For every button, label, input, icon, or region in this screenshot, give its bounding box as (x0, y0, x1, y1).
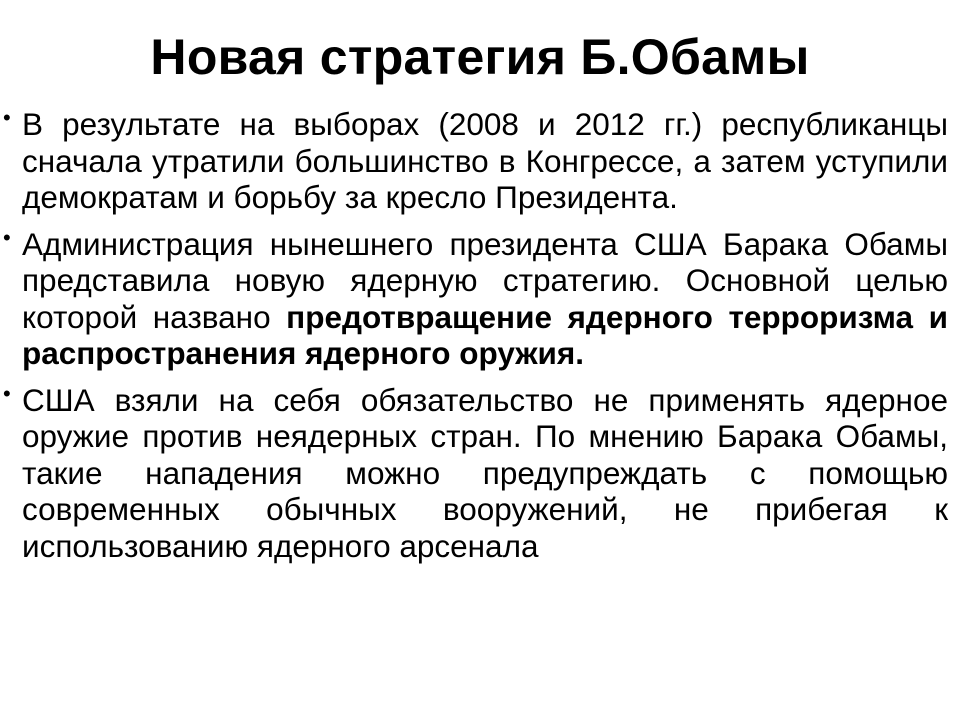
bullet-dot-icon: • (3, 380, 11, 406)
bullet-item-elections (3, 105, 948, 216)
bullet-text: Администрация нынешнего президента США Барака Обамы представила новую ядерную стратегию. Основной целью которой названо (22, 225, 948, 335)
bullet-item-usa-obligation (3, 380, 948, 565)
bullet-item-nuclear-strategy (3, 224, 948, 372)
bullet-dot-icon: • (3, 105, 11, 130)
slide-title: Новая стратегия Б.Обамы (150, 29, 810, 85)
bullet-text-emphasis: предотвращение ядерного терроризма и распространения ядерного оружия. (22, 298, 948, 371)
bullet-text: В результате на выборах (2008 и 2012 гг.) республиканцы сначала утратили большинство в Конгрессе, а затем уступили демократам и борьбу за кресло Президента. (22, 106, 948, 215)
bullet-dot-icon: • (3, 224, 11, 250)
bullet-list (3, 105, 948, 574)
bullet-text: США взяли на себя обязательство не применять ядерное оружие против неядерных стран. По мнению Барака Обамы, такие нападения можно предупреждать с помощью современных обычных вооружений, не прибегая к использованию ядерного арсенала (22, 381, 948, 564)
